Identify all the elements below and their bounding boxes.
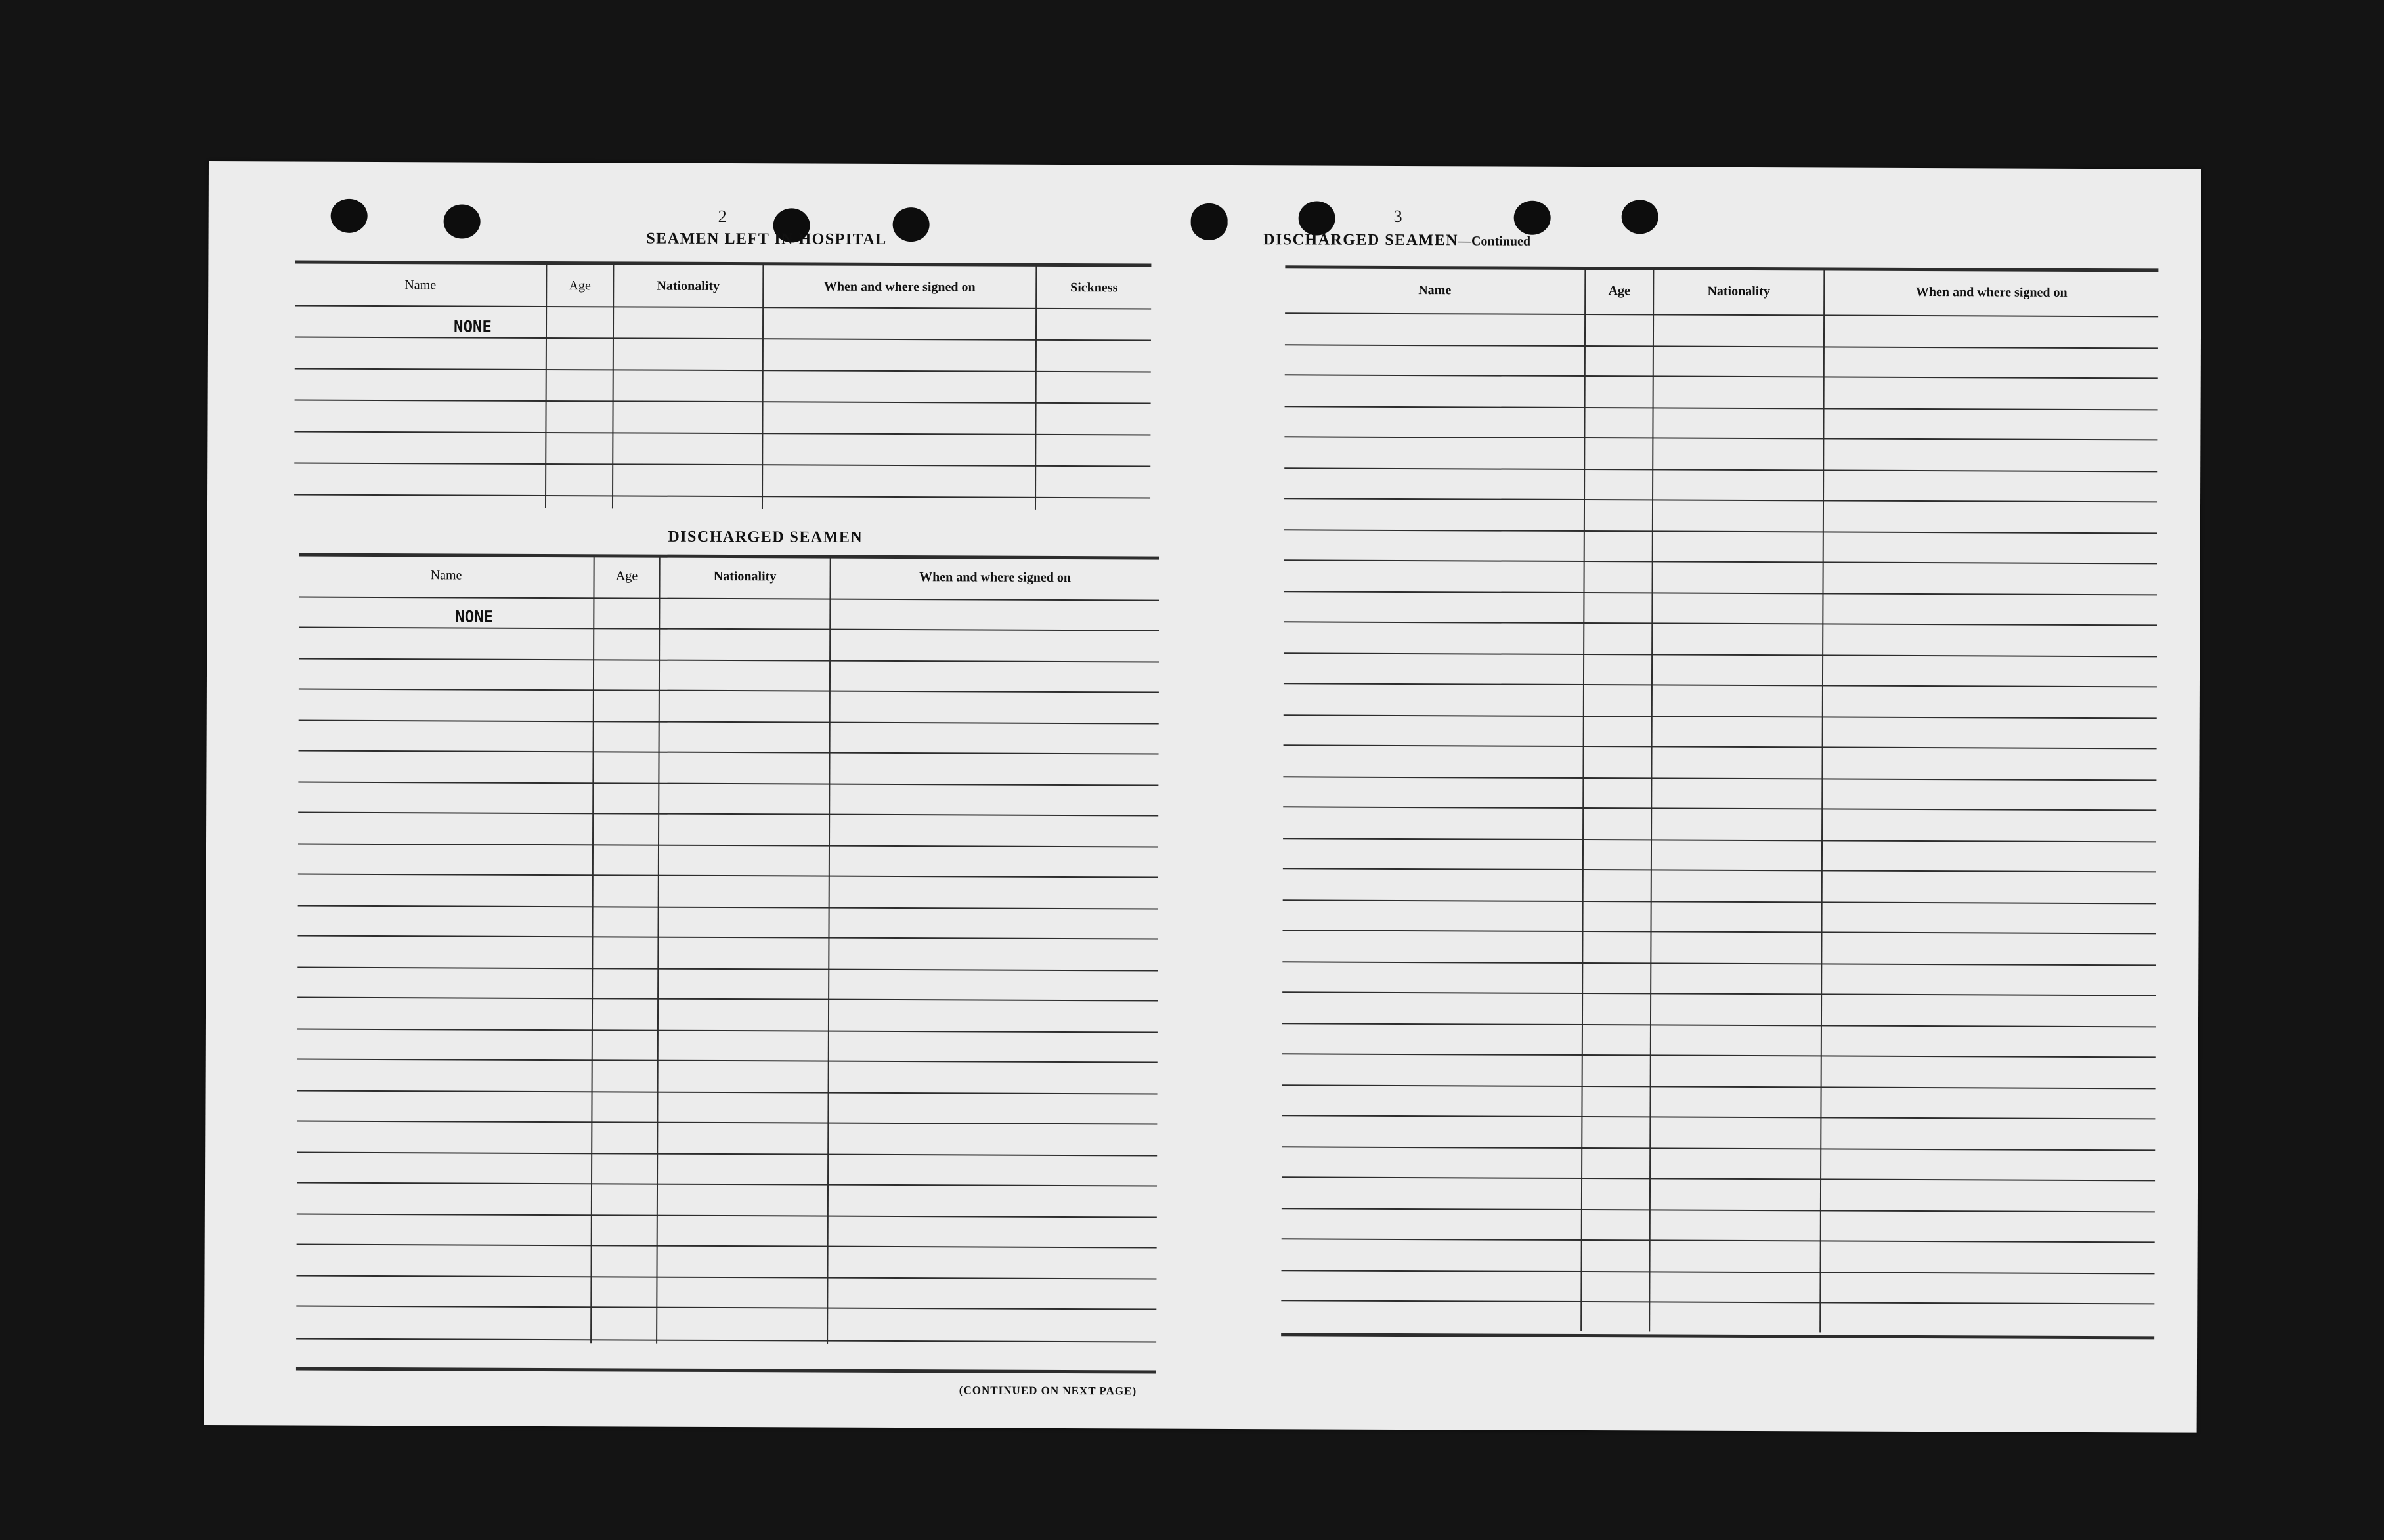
right-page — [1189, 165, 2201, 1433]
name-cell: NONE — [455, 607, 494, 626]
column-header-name: Name — [404, 278, 437, 293]
binder-hole — [331, 199, 368, 233]
page-number: 2 — [718, 206, 727, 226]
binder-hole — [1299, 201, 1335, 235]
column-header-nationality: Nationality — [657, 278, 720, 293]
column-header-signed-on: When and where signed on — [919, 570, 1072, 586]
column-header-signed-on: When and where signed on — [823, 279, 976, 295]
binder-hole — [1514, 201, 1551, 235]
section-title-discharged-continued: DISCHARGED SEAMEN—Continued — [1263, 231, 1531, 249]
column-header-name: Name — [430, 568, 462, 583]
column-header-age: Age — [615, 568, 638, 584]
binder-hole — [1622, 200, 1658, 234]
section-title-hospital: SEAMEN LEFT IN HOSPITAL — [646, 230, 887, 248]
column-header-signed-on: When and where signed on — [1915, 284, 2068, 300]
column-header-nationality: Nationality — [1707, 284, 1771, 299]
column-header-name: Name — [1418, 283, 1452, 298]
column-header-nationality: Nationality — [713, 568, 777, 584]
name-cell: NONE — [453, 317, 492, 336]
discharged-continued-table — [1281, 265, 2158, 1371]
column-header-age: Age — [1608, 284, 1630, 299]
column-header-sickness: Sickness — [1070, 280, 1118, 295]
hospital-table — [294, 261, 1151, 513]
left-page — [204, 161, 1194, 1429]
section-title-discharged: DISCHARGED SEAMEN — [668, 528, 863, 546]
binder-hole — [444, 204, 481, 238]
column-header-age: Age — [569, 278, 591, 293]
page-number: 3 — [1393, 206, 1402, 226]
discharged-table — [296, 553, 1159, 1380]
binder-hole — [1191, 203, 1228, 238]
continued-note: (CONTINUED ON NEXT PAGE) — [959, 1384, 1137, 1398]
record-sheet — [204, 161, 2201, 1433]
